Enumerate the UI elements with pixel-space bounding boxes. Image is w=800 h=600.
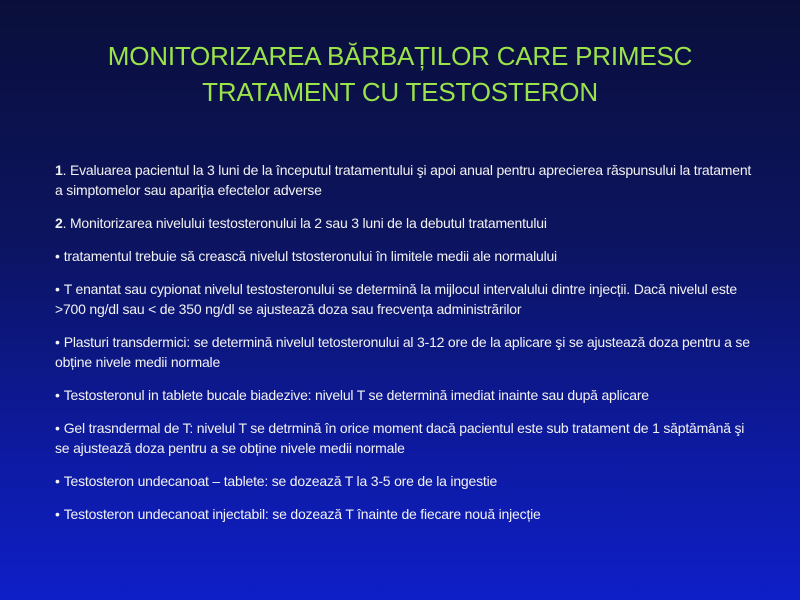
bullet-item-3 bbox=[55, 332, 755, 372]
bullet-icon: • bbox=[55, 281, 60, 297]
item-number: 2 bbox=[55, 215, 63, 231]
item-text: . Evaluarea pacientul la 3 luni de la începutul tratamentului şi apoi anual pentru aprecierea răspunsului la tratament a simptomelor sau apariția efectelor adverse bbox=[55, 162, 752, 198]
slide-title-line-1: MONITORIZAREA BĂRBAȚILOR CARE PRIMESC bbox=[107, 41, 693, 71]
bullet-text: T enantat sau cypionat nivelul testosteronului se determină la mijlocul intervalului dintre injecții. Dacă nivelul este >700 ng/dl sau < de 350 ng/dl se ajustează doza sau frecvența administrărilor bbox=[55, 281, 737, 317]
bullet-text: Testosteron undecanoat injectabil: se dozează T înainte de fiecare nouă injecție bbox=[63, 506, 541, 522]
bullet-item-4 bbox=[55, 385, 755, 405]
bullet-icon: • bbox=[55, 506, 60, 522]
slide-body bbox=[55, 160, 755, 537]
item-number: 1 bbox=[55, 162, 63, 178]
bullet-text: Testosteronul in tablete bucale biadezive: nivelul T se determină imediat inainte sau după aplicare bbox=[63, 387, 649, 403]
bullet-icon: • bbox=[55, 387, 60, 403]
bullet-icon: • bbox=[55, 473, 60, 489]
bullet-icon: • bbox=[55, 420, 60, 436]
bullet-text: Plasturi transdermici: se determină nivelul tetosteronului al 3-12 ore de la aplicare şi se ajustează doza pentru a se obține nivele medii normale bbox=[55, 334, 750, 370]
bullet-text: tratamentul trebuie să crească nivelul tstosteronului în limitele medii ale normalului bbox=[63, 248, 557, 264]
numbered-item-2 bbox=[55, 213, 755, 233]
bullet-item-2 bbox=[55, 279, 755, 319]
bullet-icon: • bbox=[55, 334, 60, 350]
bullet-item-6 bbox=[55, 471, 755, 491]
bullet-icon: • bbox=[55, 248, 60, 264]
bullet-item-1 bbox=[55, 246, 755, 266]
bullet-item-5 bbox=[55, 418, 755, 458]
bullet-item-7 bbox=[55, 504, 755, 524]
slide-title bbox=[40, 38, 760, 110]
bullet-text: Testosteron undecanoat – tablete: se dozează T la 3-5 ore de la ingestie bbox=[63, 473, 498, 489]
bullet-text: Gel trasndermal de T: nivelul T se detrmină în orice moment dacă pacientul este sub tratament de 1 săptămână şi se ajustează doza pentru a se obține nivele medii normale bbox=[55, 420, 745, 456]
slide-title-line-2: TRATAMENT CU TESTOSTERON bbox=[202, 77, 598, 107]
item-text: . Monitorizarea nivelului testosteronului la 2 sau 3 luni de la debutul tratamentului bbox=[62, 215, 547, 231]
numbered-item-1 bbox=[55, 160, 755, 200]
